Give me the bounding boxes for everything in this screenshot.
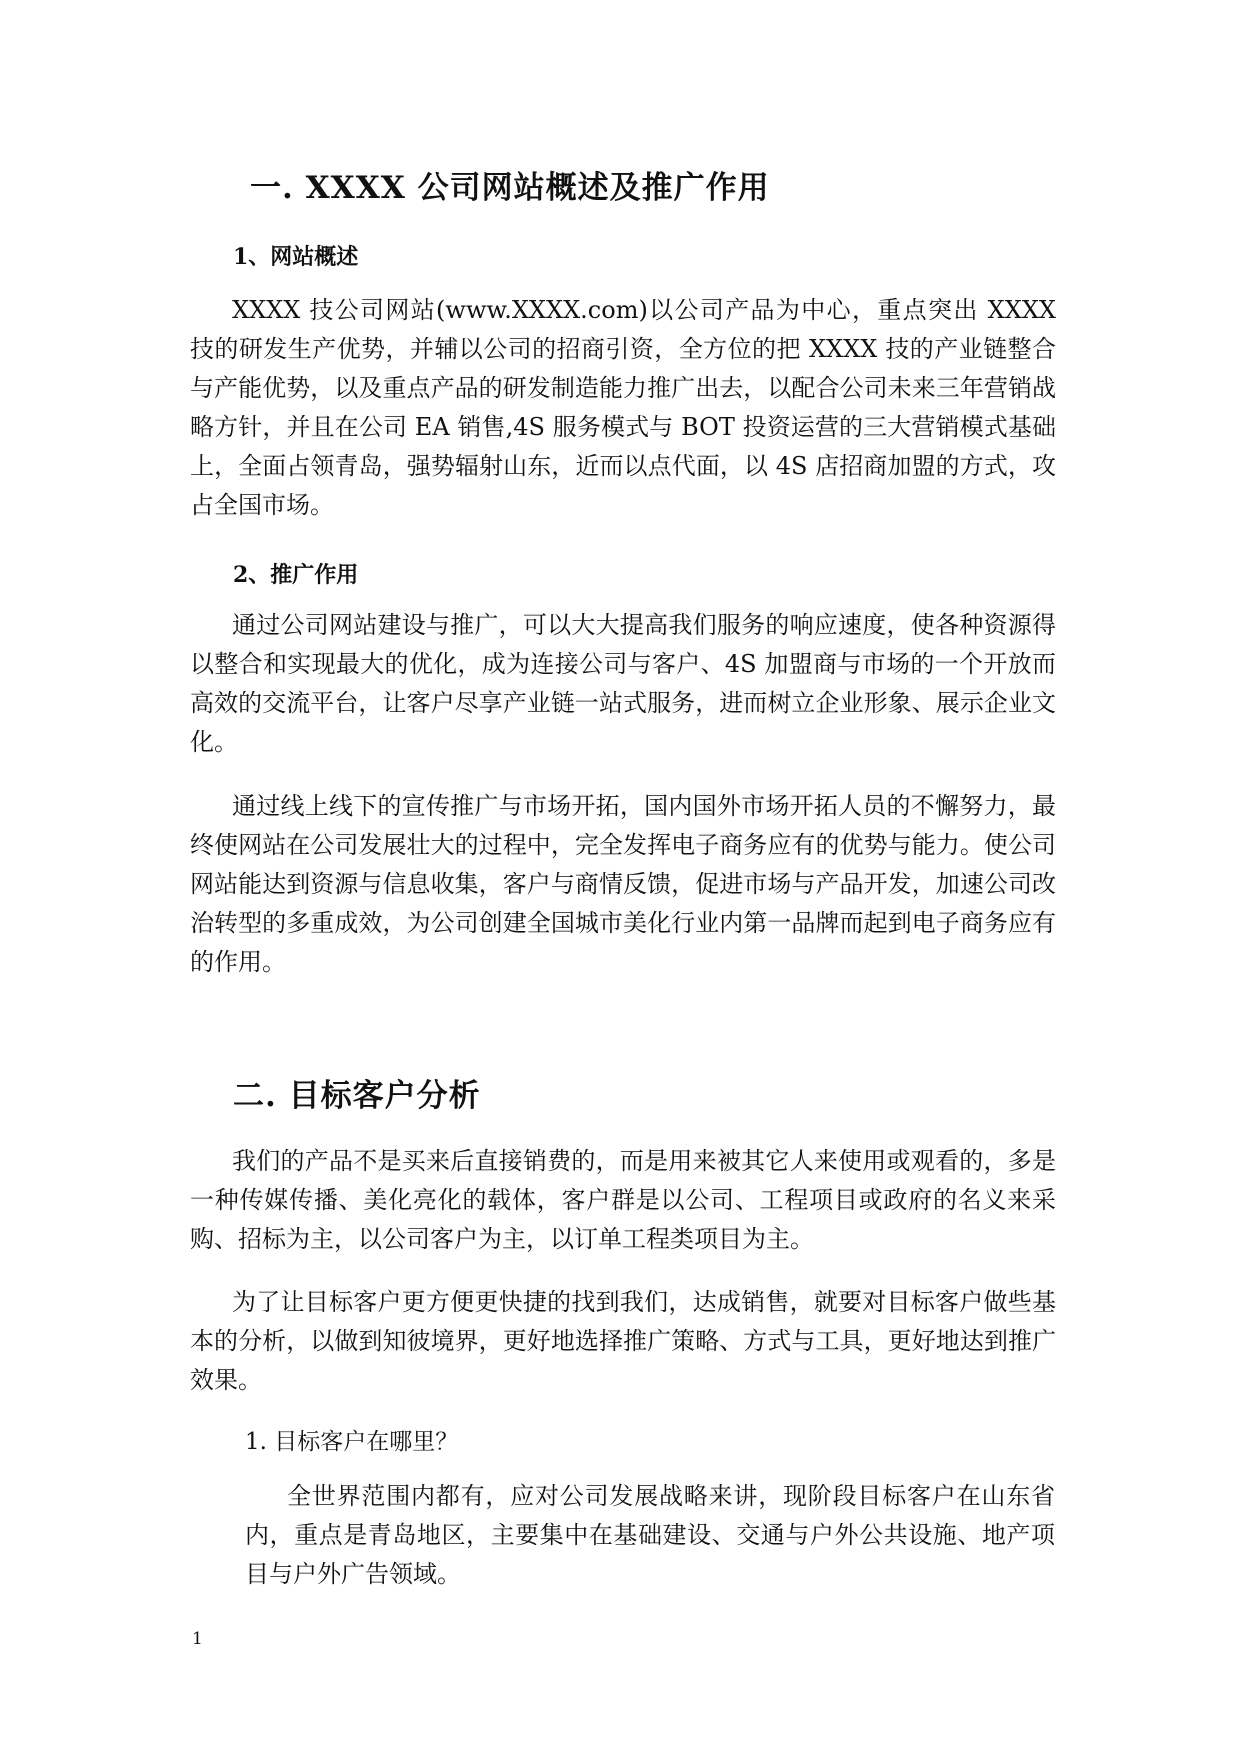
section2-paragraph1: 我们的产品不是买来后直接销费的，而是用来被其它人来使用或观看的，多是一种传媒传播、美化亮化的载体，客户群是以公司、工程项目或政府的名义来采购、招标为主，以公司客户为主，以订单工程类项目为主。 [190,1147,1056,1253]
section2-paragraph2: 为了让目标客户更方便更快捷的找到我们，达成销售，就要对目标客户做些基本的分析，以做到知彼境界，更好地选择推广策略、方式与工具，更好地达到推广效果。 [190,1288,1056,1394]
page-number: 1 [192,1629,203,1649]
section1-sub1-heading: 1、网站概述 [233,244,359,270]
section1-sub2-heading: 2、推广作用 [233,562,359,588]
section2-item1-paragraph: 全世界范围内都有，应对公司发展战略来讲，现阶段目标客户在山东省内，重点是青岛地区，主要集中在基础建设、交通与户外公共设施、地产项目与户外广告领域。 [245,1482,1055,1588]
section1-sub2-paragraph2: 通过线上线下的宣传推广与市场开拓，国内国外市场开拓人员的不懈努力，最终使网站在公司发展壮大的过程中，完全发挥电子商务应有的优势与能力。使公司网站能达到资源与信息收集，客户与商情反馈，促进市场与产品开发，加速公司改治转型的多重成效，为公司创建全国城市美化行业内第一品牌而起到电子商务应有的作用。 [190,792,1056,976]
section2-item1-heading: 1. 目标客户在哪里？ [245,1429,459,1455]
section2-title: 二. 目标客户分析 [233,1078,481,1114]
section1-sub1-paragraph: XXXX 技公司网站(www.XXXX.com)以公司产品为中心，重点突出 XXXX 技的研发生产优势，并辅以公司的招商引资，全方位的把 XXXX 技的产业链整合与产能优势，以及重点产品的研发制造能力推广出去，以配合公司未来三年营销战略方针，并且在公司 EA 销售,4S 服务模式与 BOT 投资运营的三大营销模式基础上，全面占领青岛，强势辐射山东，近而以点代面，以 4S 店招商加盟的方式，攻占全国市场。 [190,296,1056,519]
section1-sub2-paragraph1: 通过公司网站建设与推广，可以大大提高我们服务的响应速度，使各种资源得以整合和实现最大的优化，成为连接公司与客户、4S 加盟商与市场的一个开放而高效的交流平台，让客户尽享产业链一站式服务，进而树立企业形象、展示企业文化。 [190,611,1056,756]
section1-title: 一. XXXX 公司网站概述及推广作用 [250,170,770,206]
